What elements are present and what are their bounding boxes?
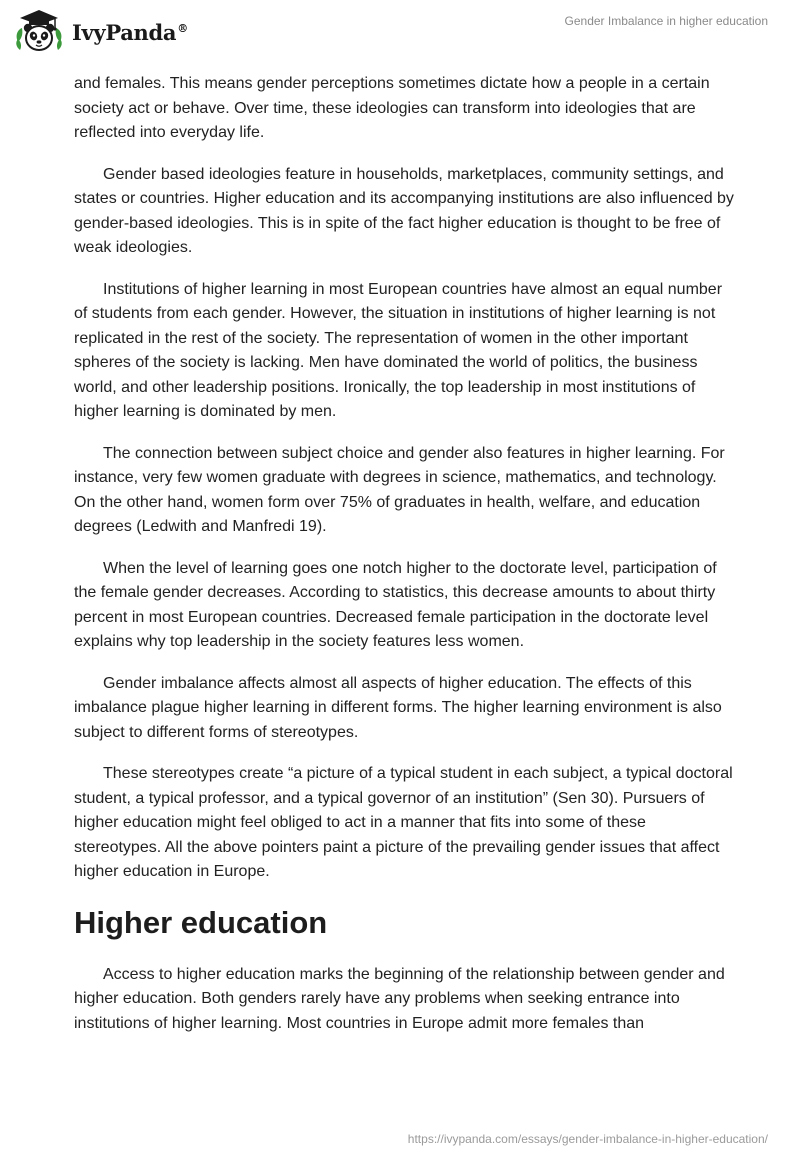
section-heading: Higher education [74,904,328,940]
ivypanda-logo[interactable] [14,8,188,56]
paragraph: These stereotypes create “a picture of a typical student in each subject, a typical doctoral student, a typical professor, and a typical governor of an institution” (Sen 30). Pursuers of higher education might feel obliged to act in a manner that fits into some of these stereotypes. All the above pointers paint a picture of the prevailing gender issues that affect higher education in Europe. [74,765,733,880]
paragraph: Gender based ideologies feature in households, marketplaces, community settings, and states or countries. Higher education and its accompanying institutions are also influenced by gender-based ideologies. This is in spite of the fact higher education is thought to be free of weak ideologies. [74,165,734,256]
essay-body [74,72,734,1053]
brand-name: IvyPanda® [72,19,188,45]
registered-mark: ® [177,21,188,35]
page-header [0,0,800,64]
document-title: Gender Imbalance in higher education [564,14,768,28]
paragraph: and females. This means gender perceptions sometimes dictate how a people in a certain society act or behave. Over time, these ideologies can transform into ideologies that are reflected into everyday life. [74,75,710,141]
paragraph: Gender imbalance affects almost all aspects of higher education. The effects of this imbalance plague higher learning in different forms. The higher learning environment is also subject to different forms of stereotypes. [74,674,722,741]
paragraph: The connection between subject choice and gender also features in higher learning. For instance, very few women graduate with degrees in science, mathematics, and technology. On the other hand, women form over 75% of graduates in health, welfare, and education degrees (Ledwith and Manfredi 19). [74,444,725,535]
panda-graduate-icon [14,8,64,56]
paragraph: Institutions of higher learning in most European countries have almost an equal number of students from each gender. However, the situation in institutions of higher learning is not replicated in the rest of the society. The representation of women in the other important spheres of the society is lacking. Men have dominated the world of politics, the business world, and other leadership positions. Ironically, the top leadership in most institutions of higher learning is dominated by men. [74,280,723,420]
source-url[interactable]: https://ivypanda.com/essays/gender-imbalance-in-higher-education/ [407,1132,768,1146]
paragraph: Access to higher education marks the beginning of the relationship between gender and higher education. Both genders rarely have any problems when seeking entrance into institutions of higher learning. Most countries in Europe admit more females than [74,965,725,1032]
paragraph: When the level of learning goes one notch higher to the doctorate level, participation of the female gender decreases. According to statistics, this decrease amounts to about thirty percent in most European countries. Decreased female participation in the doctorate level explains why top leadership in the society features less women. [74,559,717,650]
